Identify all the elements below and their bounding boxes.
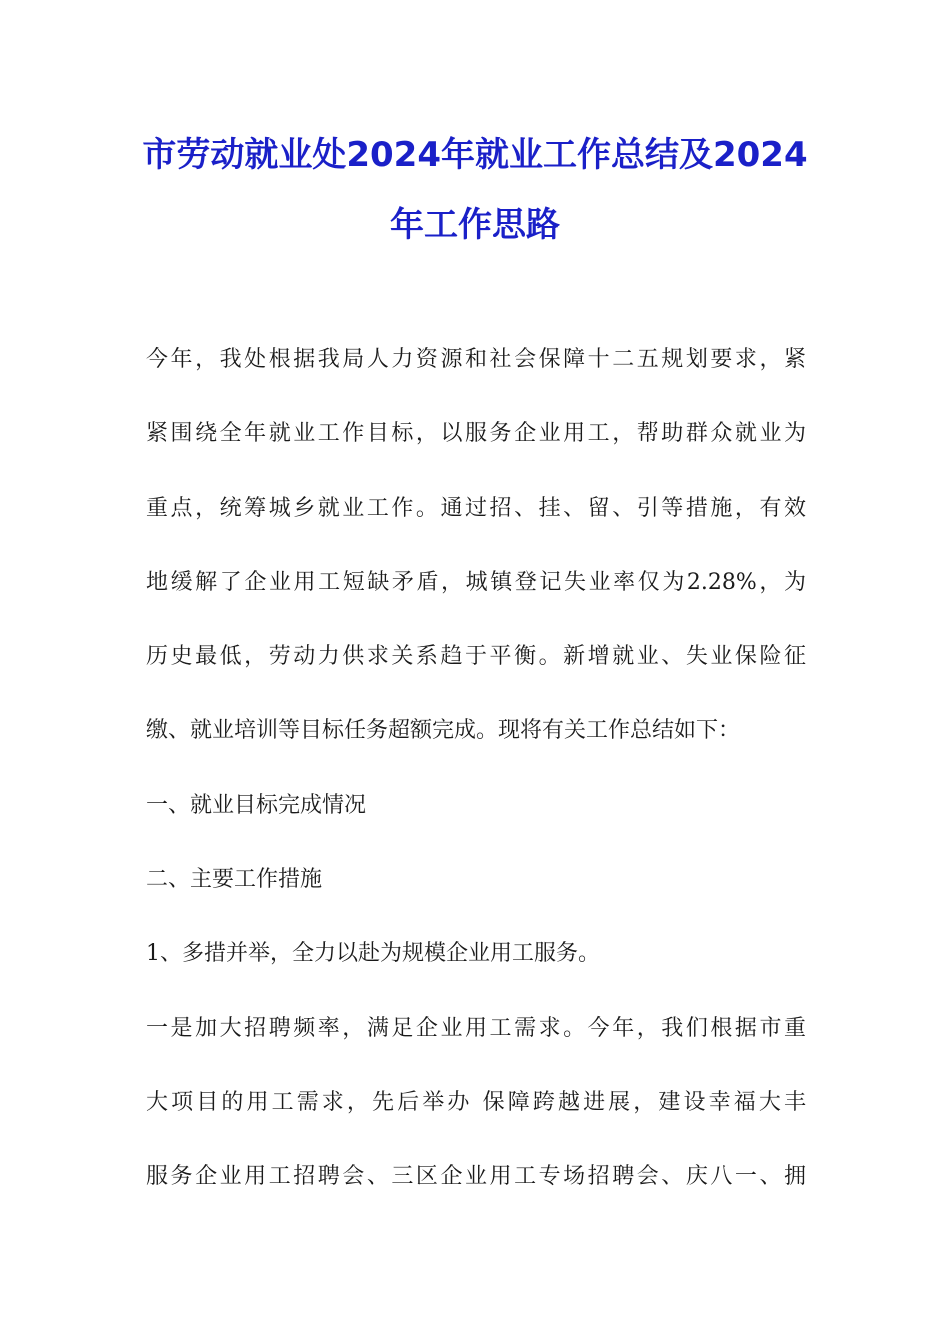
- body-line: 紧围绕全年就业工作目标，以服务企业用工，帮助群众就业为: [146, 421, 806, 447]
- body-line: 历史最低，劳动力供求关系趋于平衡。新增就业、失业保险征: [146, 644, 806, 670]
- body-line: 重点，统筹城乡就业工作。通过招、挂、留、引等措施，有效: [146, 495, 806, 521]
- section-heading: 一、就业目标完成情况: [146, 792, 367, 818]
- body-line: 地缓解了企业用工短缺矛盾，城镇登记失业率仅为2.28%，为: [146, 569, 806, 595]
- section-heading: 二、主要工作措施: [146, 867, 323, 893]
- body-line: 服务企业用工招聘会、三区企业用工专场招聘会、庆八一、拥: [146, 1164, 806, 1190]
- document-title: [120, 120, 830, 260]
- subsection-heading: 1、多措并举，全力以赴为规模企业用工服务。: [146, 941, 600, 967]
- title-line-2: 年工作思路: [390, 205, 560, 245]
- body-line: 缴、就业培训等目标任务超额完成。现将有关工作总结如下：: [146, 718, 741, 744]
- body-line: 大项目的用工需求，先后举办 保障跨越进展，建设幸福大丰: [146, 1089, 806, 1115]
- body-line: 一是加大招聘频率，满足企业用工需求。今年，我们根据市重: [146, 1015, 806, 1041]
- body-line: 今年，我处根据我局人力资源和社会保障十二五规划要求，紧: [146, 347, 806, 372]
- title-line-1: 市劳动就业处2024年就业工作总结及2024: [142, 135, 808, 175]
- document-body: [146, 330, 806, 1222]
